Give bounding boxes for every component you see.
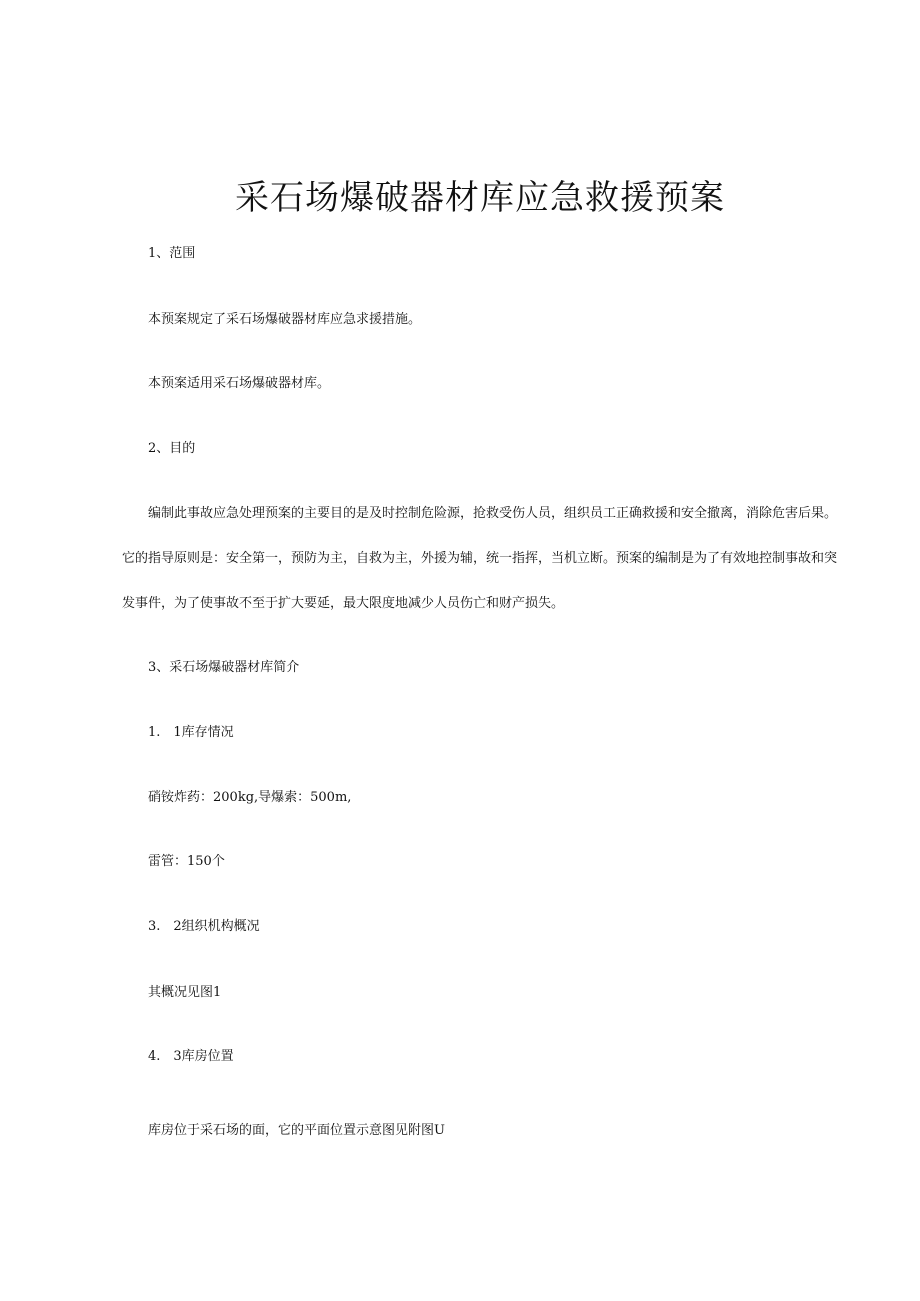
section-heading-scope: 1、范围 <box>148 246 196 261</box>
paragraph-location: 库房位于采石场的面，它的平面位置示意图见附图U <box>148 1123 445 1138</box>
paragraph-purpose-line-1: 编制此事故应急处理预案的主要目的是及时控制危险源，抢救受伤人员，组织员工正确救援和安全撤离，消除危害后果。 <box>148 506 838 521</box>
inventory-line-2: 雷管：150个 <box>148 854 225 869</box>
inventory-line-1: 硝铵炸药：200kg,导爆索：500m, <box>148 790 352 805</box>
paragraph-purpose-line-3: 发事件，为了使事故不至于扩大要延，最大限度地减少人员伤亡和财产损失。 <box>122 596 565 611</box>
subsection-heading-location: 4. 3库房位置 <box>148 1049 234 1064</box>
paragraph-scope-1: 本预案规定了采石场爆破器材库应急求援措施。 <box>148 312 422 327</box>
document-title: 采石场爆破器材库应急救援预案 <box>235 178 725 218</box>
subsection-heading-inventory: 1. 1库存情况 <box>148 725 234 740</box>
paragraph-purpose-line-2: 它的指导原则是：安全第一，预防为主，自救为主，外援为辅，统一指挥，当机立断。预案的编制是为了有效地控制事故和突 <box>122 551 838 566</box>
section-heading-overview: 3、采石场爆破器材库简介 <box>148 660 300 675</box>
section-heading-purpose: 2、目的 <box>148 441 196 456</box>
subsection-heading-organization: 3. 2组织机构概况 <box>148 919 260 934</box>
paragraph-scope-2: 本预案适用采石场爆破器材库。 <box>148 376 331 391</box>
paragraph-organization: 其概况见图1 <box>148 985 222 1000</box>
